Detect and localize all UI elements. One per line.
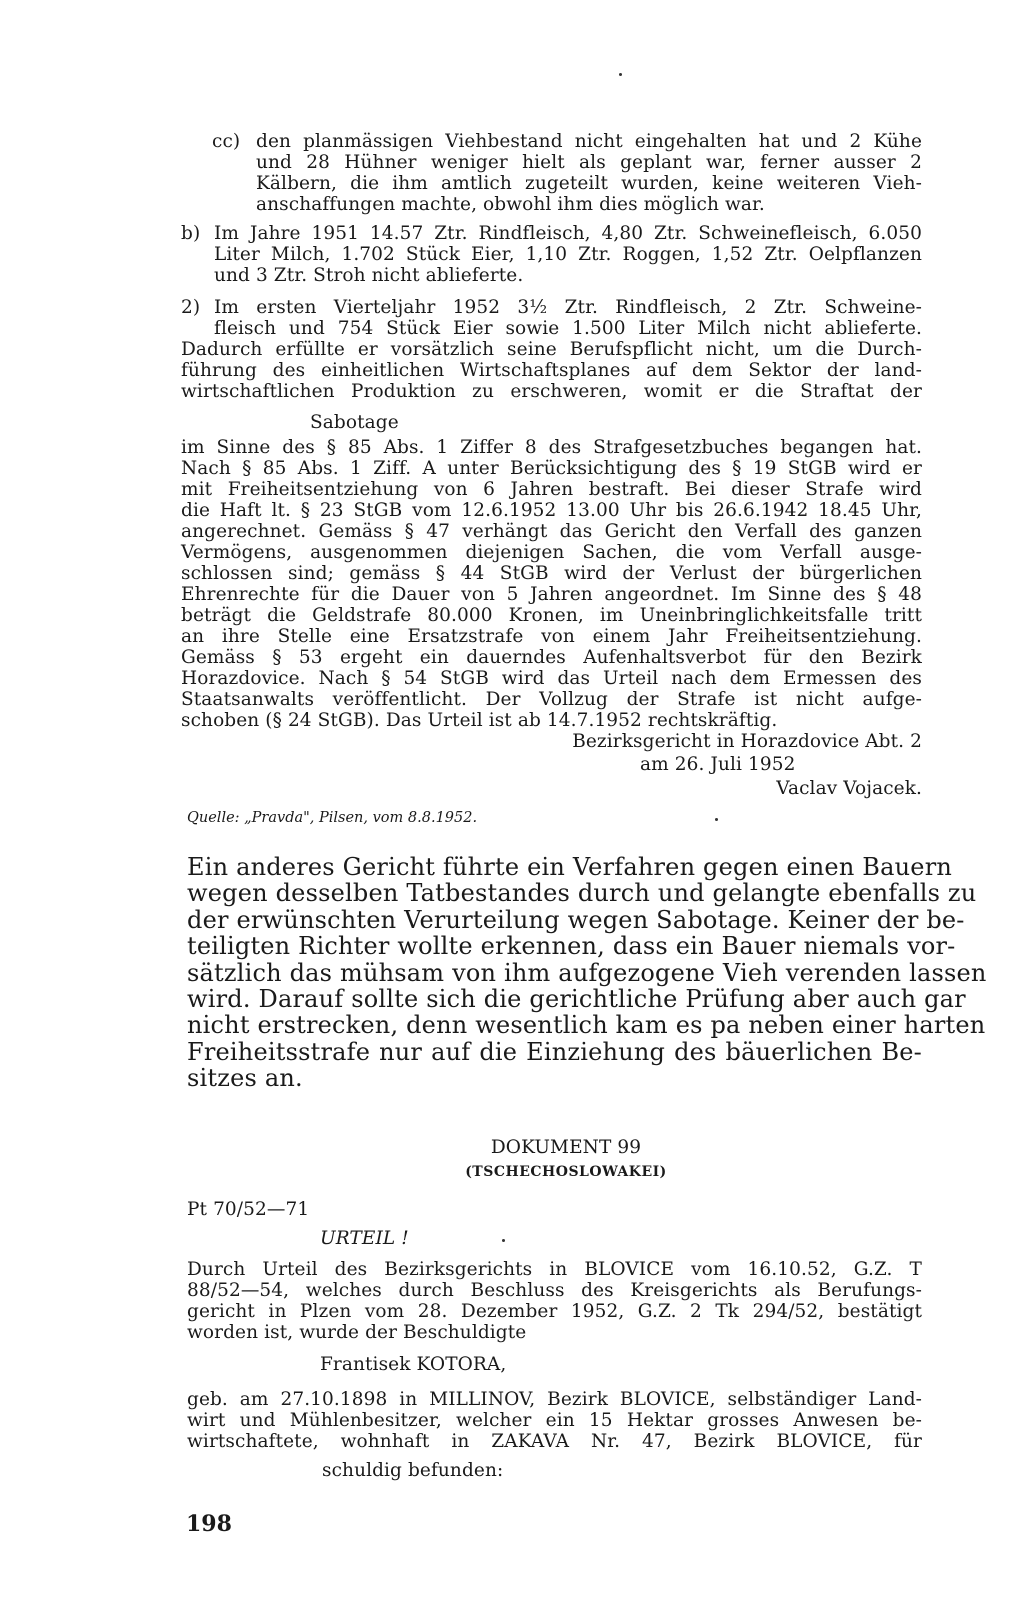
- text-line: angerechnet. Gemäss § 47 verhängt das Gericht den Verfall des ganzen: [181, 521, 922, 542]
- speck-mark: [619, 73, 622, 76]
- document-reference: Pt 70/52—71: [187, 1199, 310, 1220]
- verdict-heading: URTEIL !: [320, 1228, 409, 1249]
- text-line: Dadurch erfüllte er vorsätzlich seine Berufspflicht nicht, um die Durch-: [181, 339, 922, 360]
- list-item-b: [181, 223, 922, 286]
- paragraph-verdict: [181, 437, 922, 731]
- speck-mark: [715, 818, 718, 821]
- text-line: und 28 Hühner weniger hielt als geplant war, ferner ausser 2: [256, 152, 922, 173]
- text-line: wirt und Mühlenbesitzer, welcher ein 15 Hektar grosses Anwesen be-: [187, 1410, 922, 1431]
- text-line: wirtschaftete, wohnhaft in ZAKAVA Nr. 47, Bezirk BLOVICE, für: [187, 1431, 922, 1452]
- text-line: Vermögens, ausgenommen diejenigen Sachen, die vom Verfall ausge-: [181, 542, 922, 563]
- text-line: Horazdovice. Nach § 54 StGB wird das Urteil nach dem Ermessen des: [181, 668, 922, 689]
- paragraph-urteil: [187, 1259, 922, 1343]
- sabotage-heading: Sabotage: [310, 412, 399, 433]
- text-line: wirtschaftlichen Produktion zu erschweren, womit er die Straftat der: [181, 381, 922, 402]
- text-line: Ehrenrechte für die Dauer von 5 Jahren angeordnet. Im Sinne des § 48: [181, 584, 922, 605]
- judge-name: Vaclav Vojacek.: [776, 778, 922, 799]
- text-line: schoben (§ 24 StGB). Das Urteil ist ab 14.7.1952 rechtskräftig.: [181, 710, 778, 731]
- text-line: geb. am 27.10.1898 in MILLINOV, Bezirk BLOVICE, selbständiger Land-: [187, 1389, 922, 1410]
- text-line: Kälbern, die ihm amtlich zugeteilt wurden, keine weiteren Vieh-: [256, 173, 922, 194]
- text-line: Liter Milch, 1.702 Stück Eier, 1,10 Ztr. Roggen, 1,52 Ztr. Oelpflanzen: [214, 244, 922, 265]
- text-line: die Haft lt. § 23 StGB vom 12.6.1952 13.00 Uhr bis 26.6.1942 18.45 Uhr,: [181, 500, 922, 521]
- text-line: im Sinne des § 85 Abs. 1 Ziffer 8 des Strafgesetzbuches begangen hat.: [181, 437, 922, 458]
- text-line: Ein anderes Gericht führte ein Verfahren gegen einen Bauern: [187, 853, 953, 881]
- text-line: wird. Darauf sollte sich die gerichtliche Prüfung aber auch gar: [187, 985, 966, 1014]
- text-line: sitzes an.: [187, 1064, 303, 1093]
- paragraph-commentary: [187, 853, 987, 1093]
- text-line: den planmässigen Viehbestand nicht eingehalten hat und 2 Kühe: [256, 131, 922, 152]
- speck-mark: [502, 1239, 505, 1242]
- text-line: Gemäss § 53 ergeht ein dauerndes Aufenhaltsverbot für den Bezirk: [181, 647, 922, 668]
- text-line: Im Jahre 1951 14.57 Ztr. Rindfleisch, 4,80 Ztr. Schweinefleisch, 6.050: [214, 223, 922, 244]
- text-line: der erwünschten Verurteilung wegen Sabotage. Keiner der be-: [187, 905, 965, 934]
- list-item-cc: [212, 131, 922, 215]
- paragraph-defendant: [187, 1389, 922, 1452]
- source-citation: Quelle: „Pravda", Pilsen, vom 8.8.1952.: [187, 810, 478, 826]
- text-line: fleisch und 754 Stück Eier sowie 1.500 Liter Milch nicht ablieferte.: [214, 318, 922, 339]
- text-line: an ihre Stelle eine Ersatzstrafe von einem Jahr Freiheitsentziehung.: [181, 626, 922, 647]
- text-line: teiligten Richter wollte erkennen, dass ein Bauer niemals vor-: [187, 932, 956, 961]
- text-line: schlossen sind; gemäss § 44 StGB wird der Verlust der bürgerlichen: [181, 563, 922, 584]
- document-country: (TSCHECHOSLOWAKEI): [465, 1164, 667, 1180]
- signature-date: am 26. Juli 1952: [640, 754, 796, 775]
- text-line: beträgt die Geldstrafe 80.000 Kronen, im Uneinbringlichkeitsfalle tritt: [181, 605, 922, 626]
- text-line: Im ersten Vierteljahr 1952 3½ Ztr. Rindfleisch, 2 Ztr. Schweine-: [214, 297, 922, 318]
- paragraph-dadurch: [181, 339, 922, 402]
- text-line: Freiheitsstrafe nur auf die Einziehung des bäuerlichen Be-: [187, 1037, 922, 1066]
- text-line: nicht erstrecken, denn wesentlich kam es pa neben einer harten: [187, 1011, 986, 1040]
- defendant-name: Frantisek KOTORA,: [320, 1354, 507, 1375]
- text-line: Staatsanwalts veröffentlicht. Der Vollzug der Strafe ist nicht aufge-: [181, 689, 922, 710]
- text-line: anschaffungen machte, obwohl ihm dies möglich war.: [256, 194, 765, 215]
- text-line: Nach § 85 Abs. 1 Ziff. A unter Berücksichtigung des § 19 StGB wird er: [181, 458, 922, 479]
- text-line: gericht in Plzen vom 28. Dezember 1952, G.Z. 2 Tk 294/52, bestätigt: [187, 1301, 922, 1322]
- text-line: führung des einheitlichen Wirtschaftsplanes auf dem Sektor der land-: [181, 360, 922, 381]
- guilty-heading: schuldig befunden:: [322, 1460, 504, 1481]
- text-line: mit Freiheitsentziehung von 6 Jahren bestraft. Bei dieser Strafe wird: [181, 479, 922, 500]
- list-label: cc): [212, 131, 241, 152]
- text-line: wegen desselben Tatbestandes durch und gelangte ebenfalls zu: [187, 879, 977, 908]
- document-title: DOKUMENT 99: [490, 1137, 642, 1158]
- list-item-2: [181, 297, 922, 339]
- text-line: Durch Urteil des Bezirksgerichts in BLOVICE vom 16.10.52, G.Z. T: [187, 1259, 922, 1280]
- text-line: sätzlich das mühsam von ihm aufgezogene Vieh verenden lassen: [187, 958, 987, 987]
- list-label: b): [181, 223, 201, 244]
- text-line: und 3 Ztr. Stroh nicht ablieferte.: [214, 265, 524, 286]
- page-number: 198: [186, 1511, 232, 1537]
- text-line: worden ist, wurde der Beschuldigte: [187, 1322, 527, 1343]
- court-name: Bezirksgericht in Horazdovice Abt. 2: [572, 731, 922, 752]
- text-line: 88/52—54, welches durch Beschluss des Kreisgerichts als Berufungs-: [187, 1280, 922, 1301]
- list-label: 2): [181, 297, 201, 318]
